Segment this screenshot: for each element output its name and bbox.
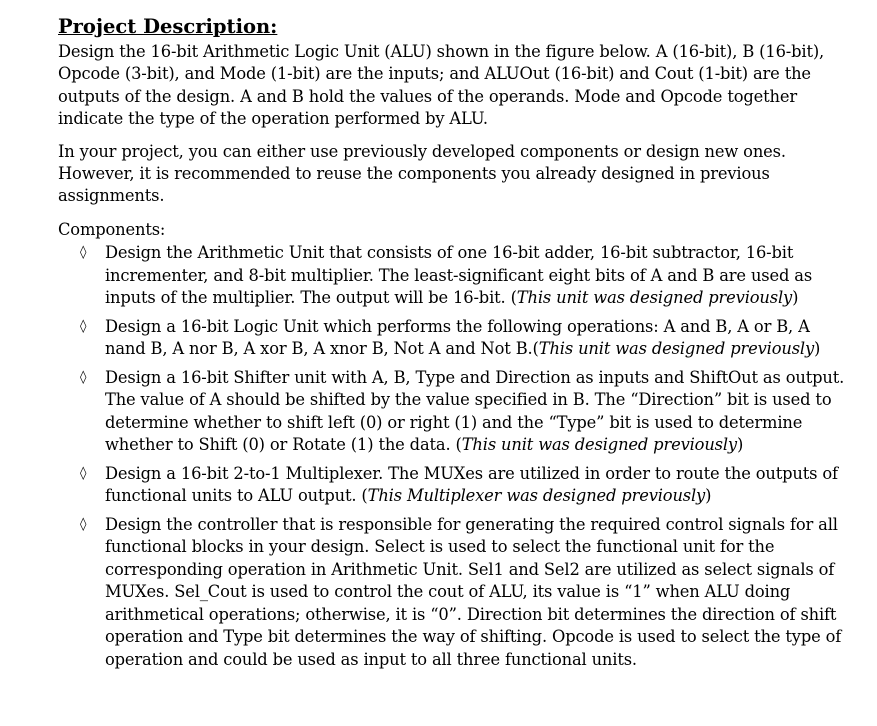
reuse-paragraph: In your project, you can either use previously developed components or design new ones. However, it is recommended to reuse the components you already designed in previous assignments.	[58, 141, 786, 206]
component-tail: )	[736, 435, 744, 455]
components-list	[58, 242, 848, 671]
diamond-bullet-icon: ◊	[80, 369, 87, 385]
component-tail: )	[814, 339, 821, 359]
component-item-logic-unit	[58, 316, 848, 361]
component-text: Design a 16-bit Logic Unit which performs the following operations: A and B, A or B, A nand B, A nor B, A xor B, A xnor B, Not A and Not B.(	[105, 316, 810, 359]
diamond-bullet-icon: ◊	[80, 516, 87, 532]
intro-paragraph: Design the 16-bit Arithmetic Logic Unit (ALU) shown in the figure below. A (16-bit), B (16-bit), Opcode (3-bit), and Mode (1-bit) are the inputs; and ALUOut (16-bit) and Cout (1-bit) are the outputs of the design. A and B hold the values of the operands. Mode and Opcode together indicate the type of the operation performed by ALU.	[58, 42, 825, 129]
component-item-shifter-unit	[58, 367, 848, 457]
diamond-bullet-icon: ◊	[80, 465, 87, 481]
component-note: This unit was designed previously	[516, 288, 793, 308]
diamond-bullet-icon: ◊	[80, 245, 87, 261]
component-note: This Multiplexer was designed previously	[367, 486, 706, 506]
component-text: Design a 16-bit Shifter unit with A, B, Type and Direction as inputs and ShiftOut as output. The value of A should be shifted by the value specified in B. The “Direction” bit is used to determine whether to shift left (0) or right (1) and the “Type” bit is used to determine whether to Shift (0) or Rotate (1) the data. (	[105, 367, 845, 455]
component-item-controller	[58, 514, 848, 672]
components-heading: Components:	[58, 219, 166, 239]
component-item-multiplexer	[58, 463, 848, 508]
component-item-arithmetic-unit	[58, 242, 848, 310]
component-text: Design the Arithmetic Unit that consists of one 16-bit adder, 16-bit subtractor, 16-bit incrementer, and 8-bit multiplier. The least-significant eight bits of A and B are used as inputs of the multiplier. The output will be 16-bit. (	[105, 243, 813, 308]
component-tail: )	[792, 288, 799, 308]
section-title: Project Description:	[58, 15, 278, 38]
document-page	[58, 14, 848, 671]
component-tail: )	[705, 486, 712, 506]
diamond-bullet-icon: ◊	[80, 318, 87, 334]
component-note: This unit was designed previously	[538, 339, 815, 359]
component-note: This unit was designed previously	[461, 435, 737, 455]
component-text: Design a 16-bit 2-to-1 Multiplexer. The MUXes are utilized in order to route the outputs of functional units to ALU output. (	[105, 463, 838, 506]
component-text: Design the controller that is responsible for generating the required control signals for all functional blocks in your design. Select is used to select the functional unit for the corresponding operation in Arithmetic Unit. Sel1 and Sel2 are utilized as select signals of MUXes. Sel_Cout is used to control the cout of ALU, its value is “1” when ALU doing arithmetical operations; otherwise, it is “0”. Direction bit determines the direction of shift operation and Type bit determines the way of shifting. Opcode is used to select the type of operation and could be used as input to all three functional units.	[105, 514, 842, 669]
